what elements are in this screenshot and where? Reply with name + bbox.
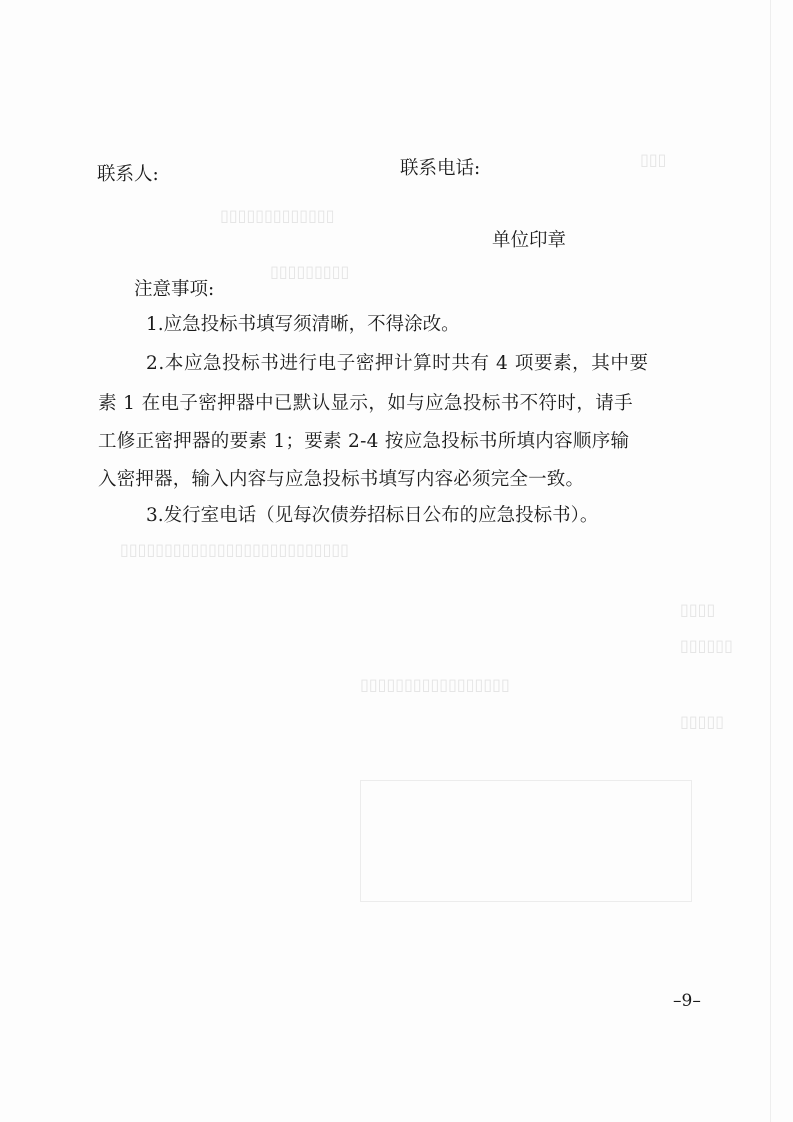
page-number: –9– <box>673 991 701 1011</box>
notice-item-3: 3.发行室电话（见每次债券招标日公布的应急投标书）。 <box>146 505 599 526</box>
bleed-through-mark: ▯▯▯▯▯▯▯▯▯▯▯▯▯▯▯▯▯ <box>360 675 510 694</box>
notice-heading: 注意事项: <box>134 279 215 300</box>
notice-item-1: 1.应急投标书填写须清晰，不得涂改。 <box>146 314 460 335</box>
scan-edge-line <box>770 0 771 1122</box>
notice-item-2-line-4: 入密押器，输入内容与应急投标书填写内容必须完全一致。 <box>98 469 585 490</box>
notice-item-2-line-1: 2.本应急投标书进行电子密押计算时共有 4 项要素，其中要 <box>146 353 649 374</box>
bleed-through-mark: ▯▯▯▯ <box>680 600 716 619</box>
bleed-through-mark: ▯▯▯▯▯▯ <box>680 636 733 655</box>
bleed-through-box <box>360 780 692 902</box>
notice-item-2-line-2: 素 1 在电子密押器中已默认显示，如与应急投标书不符时，请手 <box>98 393 634 414</box>
bleed-through-mark: ▯▯▯▯▯▯▯▯▯▯▯▯▯▯▯▯▯▯▯▯▯▯▯▯▯▯ <box>120 540 349 559</box>
bleed-through-mark: ▯▯▯▯▯▯▯▯▯▯▯▯▯ <box>220 206 335 225</box>
bleed-through-mark: ▯▯▯▯▯ <box>680 712 725 731</box>
contact-person-label: 联系人: <box>97 164 159 185</box>
unit-seal-label: 单位印章 <box>492 230 567 251</box>
bleed-through-mark: ▯▯▯ <box>640 150 667 169</box>
notice-item-2-line-3: 工修正密押器的要素 1；要素 2-4 按应急投标书所填内容顺序输 <box>98 431 630 452</box>
bleed-through-mark: ▯▯▯▯▯▯▯▯▯ <box>270 262 350 281</box>
contact-phone-label: 联系电话: <box>400 158 481 179</box>
